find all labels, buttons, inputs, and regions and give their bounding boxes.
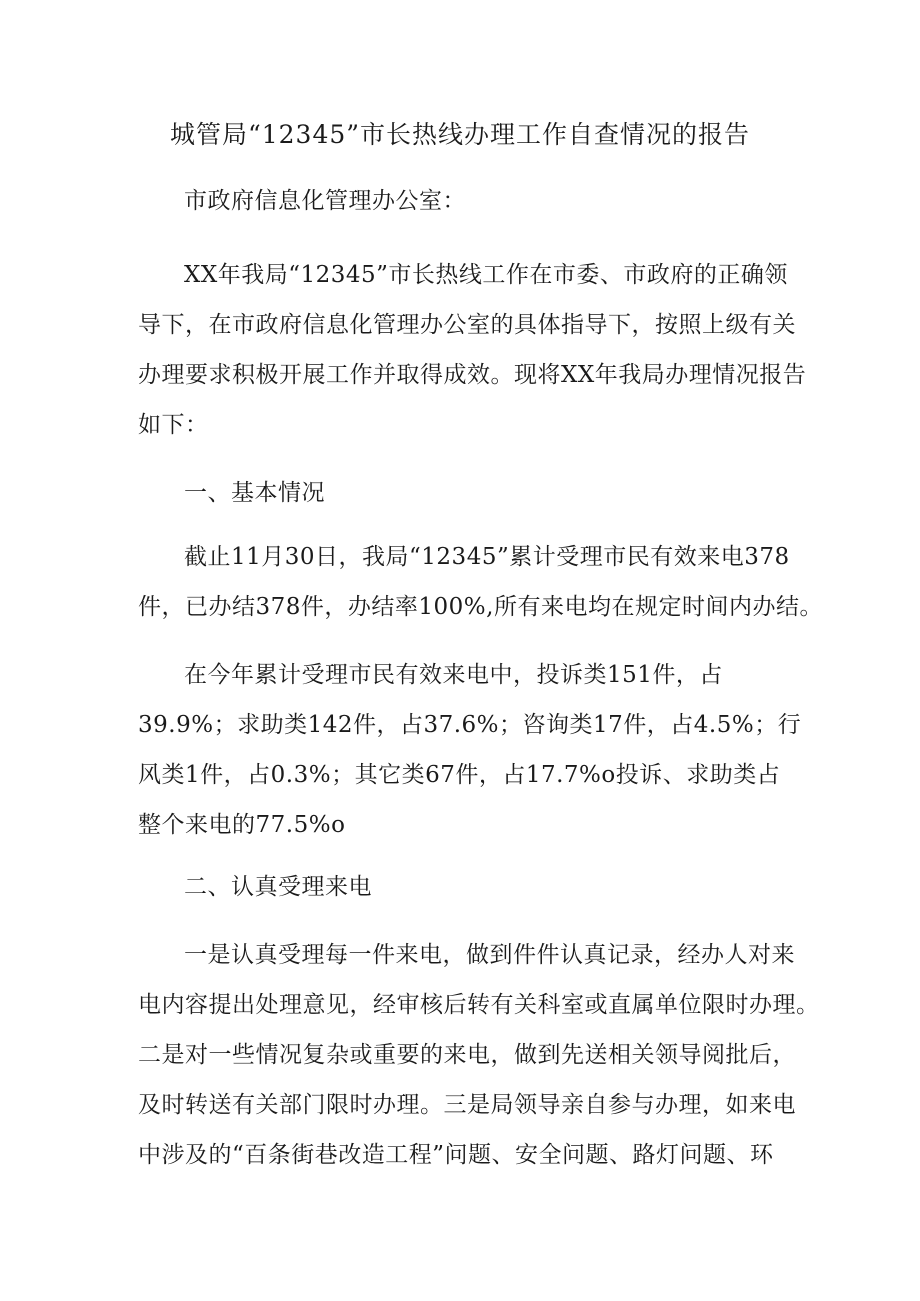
section1-paragraph-1 (138, 532, 823, 632)
section1-para2-line: 整个来电的77.5%o (138, 812, 346, 838)
intro-paragraph (138, 250, 807, 450)
section2-para1-line: 一是认真受理每一件来电，做到件件认真记录，经办人对来 (184, 942, 795, 968)
intro-line: 办理要求积极开展工作并取得成效。现将XX年我局办理情况报告 (138, 362, 807, 388)
section1-para1-line: 件，已办结378件，办结率100%,所有来电均在规定时间内办结。 (138, 594, 823, 620)
section2-para1-line: 及时转送有关部门限时办理。三是局领导亲自参与办理，如来电 (138, 1092, 796, 1118)
section1-heading: 一、基本情况 (184, 480, 325, 506)
section2-paragraph-1 (138, 930, 820, 1180)
salutation: 市政府信息化管理办公室： (184, 188, 466, 214)
intro-line: 如下： (138, 412, 209, 438)
section1-para2-line: 在今年累计受理市民有效来电中，投诉类151件，占 (184, 662, 723, 688)
intro-line: XX年我局“12345”市长热线工作在市委、市政府的正确领 (184, 262, 788, 288)
section1-para1-line: 截止11月30日，我局“12345”累计受理市民有效来电378 (184, 544, 790, 570)
section1-para2-line: 39.9%；求助类142件，占37.6%；咨询类17件，占4.5%；行 (138, 712, 802, 738)
section2-para1-line: 中涉及的“百条街巷改造工程”问题、安全问题、路灯问题、环 (138, 1142, 774, 1168)
section2-para1-line: 电内容提出处理意见，经审核后转有关科室或直属单位限时办理。 (138, 992, 820, 1018)
section2-heading: 二、认真受理来电 (184, 874, 372, 900)
intro-line: 导下，在市政府信息化管理办公室的具体指导下，按照上级有关 (138, 312, 796, 338)
section2-para1-line: 二是对一些情况复杂或重要的来电，做到先送相关领导阅批后， (138, 1042, 796, 1068)
section1-para2-line: 风类1件，占0.3%；其它类67件，占17.7%o投诉、求助类占 (138, 762, 781, 788)
document-title: 城管局“12345”市长热线办理工作自查情况的报告 (169, 120, 751, 149)
section1-paragraph-2 (138, 650, 802, 850)
